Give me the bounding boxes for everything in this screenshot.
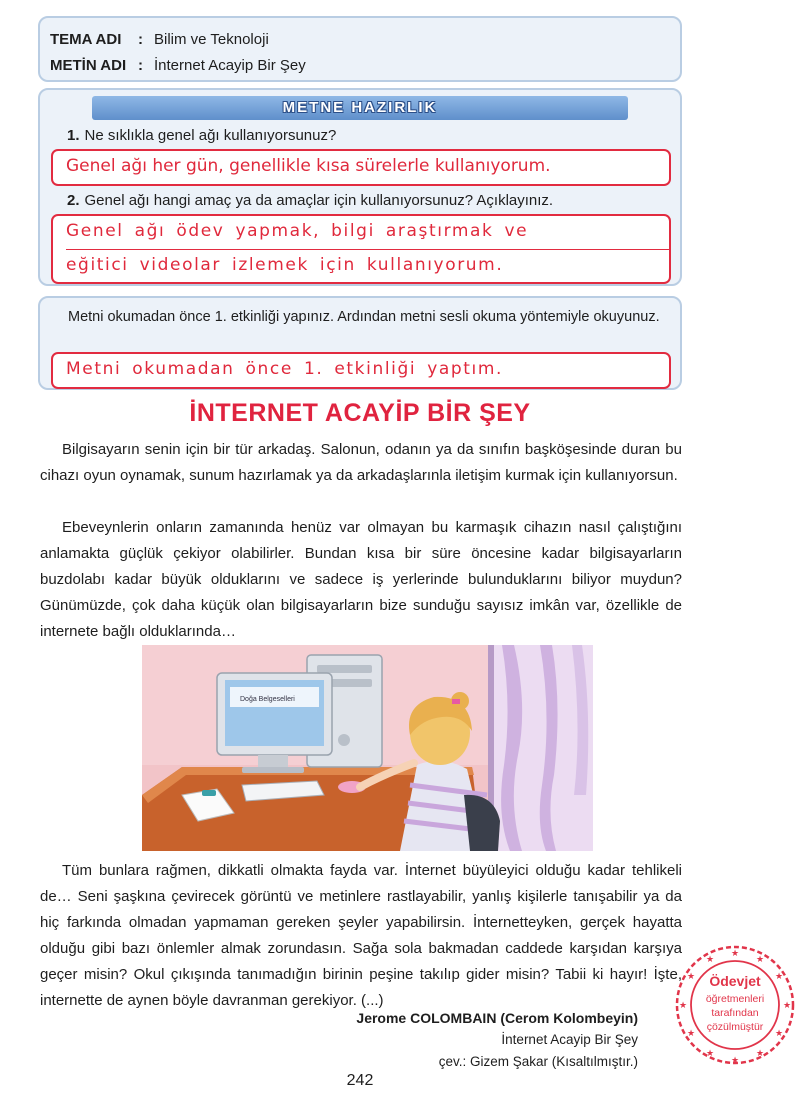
svg-text:★: ★ <box>686 972 696 982</box>
theme-separator: : <box>138 31 143 48</box>
question-1-number: 1. <box>67 127 80 144</box>
story-paragraph-1: Bilgisayarın senin için bir tür arkadaş. Salonun, odanın ya da sınıfın başköşesinde duran bu cihazı oyun oynamak, sunum hazırlamak ya da arkadaşlarınla iletişim kurmak için kullanıyorsun. <box>40 441 682 484</box>
answer-2-box[interactable] <box>51 214 671 284</box>
text-name-label: METİN ADI <box>50 57 127 74</box>
stamp-line-2: öğretmenleri <box>705 993 765 1005</box>
author-line: Jerome COLOMBAIN (Cerom Kolombeyin) <box>356 1010 638 1026</box>
question-2 <box>67 192 553 209</box>
theme-value: Bilim ve Teknoloji <box>154 31 269 48</box>
answer-2-line-2: eğitici videolar izlemek için kullanıyorum. <box>66 249 669 282</box>
question-2-number: 2. <box>67 192 80 209</box>
pre-reading-instruction: Metni okumadan önce 1. etkinliği yapınız. Ardından metni sesli okuma yöntemiyle okuyunuz. <box>68 309 660 325</box>
theme-row <box>50 27 680 53</box>
odevjet-stamp <box>673 944 797 1066</box>
question-2-text: Genel ağı hangi amaç ya da amaçlar için kullanıyorsunuz? Açıklayınız. <box>84 192 554 209</box>
work-title-line: İnternet Acayip Bir Şey <box>501 1032 638 1047</box>
stamp-line-4: çözülmüştür <box>706 1021 764 1033</box>
stamp-svg <box>673 944 797 1066</box>
pre-reading-box <box>38 296 682 390</box>
text-name-separator: : <box>138 57 143 74</box>
story-paragraph-2: Ebeveynlerin onların zamanında henüz var olmayan bu karmaşık cihazın nasıl çalıştığını anlamakta güçlük çekiyor olabilirler. Bundan kısa bir süre öncesine kadar bilgisayarların buzdolabı kadar büyük olduklarını ve sadece iş yerlerinde bulunduklarını biliyor muydun? Günümüzde, çok daha küçük olan bilgisayarların bize sunduğu sayısız imkân var, özellikle de internete bağlı olduklarında… <box>40 519 682 640</box>
answer-1-box[interactable] <box>51 149 671 186</box>
page-number: 242 <box>346 1072 374 1089</box>
preparation-box <box>38 88 682 286</box>
translator-line: çev.: Gizem Şakar (Kısaltılmıştır.) <box>438 1054 638 1069</box>
question-1-text: Ne sıklıkla genel ağı kullanıyorsunuz? <box>84 127 337 144</box>
svg-text:★: ★ <box>686 1029 696 1039</box>
story-title: İNTERNET ACAYİP BİR ŞEY <box>189 399 531 427</box>
pre-reading-answer-box[interactable] <box>51 352 671 389</box>
svg-text:★: ★ <box>730 949 740 959</box>
svg-text:★: ★ <box>755 955 765 965</box>
stamp-line-3: tarafından <box>711 1007 759 1019</box>
girl-at-computer-illustration <box>142 645 593 851</box>
svg-text:★: ★ <box>678 1001 688 1011</box>
text-name-row <box>50 53 680 79</box>
svg-text:★: ★ <box>782 1001 792 1011</box>
illustration-svg <box>142 645 593 851</box>
screen-title-text: Doğa Belgeselleri <box>240 696 295 703</box>
story-paragraph-3: Tüm bunlara rağmen, dikkatli olmakta fayda var. İnternet büyüleyici olduğu kadar tehlikeli de… Seni şaşkına çevirecek görüntü ve metinlere rastlayabilir, yanlış kişilerle tanışabilir ya da hiç farkında olmadan yapmaman gereken şeyler yapabilirsin. İnternetteyken, gerçek hayatta olduğu gibi bazı önlemler almak zorundasın. Sağa sola bakmadan caddede karşıdan karşıya geçer misin? Okul çıkışında tanımadığın birinin peşine takılıp gider misin? Tabii ki hayır! İşte, internette de aynen böyle davranman gerekiyor. (...) <box>40 862 682 1009</box>
text-name-value: İnternet Acayip Bir Şey <box>154 57 306 74</box>
pre-reading-answer: Metni okumadan önce 1. etkinliği yaptım. <box>66 359 504 379</box>
theme-info-box <box>38 16 682 82</box>
svg-text:★: ★ <box>774 1029 784 1039</box>
preparation-header: METNE HAZIRLIK <box>92 96 628 120</box>
svg-text:★: ★ <box>774 972 784 982</box>
svg-text:★: ★ <box>705 955 715 965</box>
svg-text:★: ★ <box>730 1056 740 1066</box>
question-1 <box>67 127 336 144</box>
svg-text:★: ★ <box>705 1049 715 1059</box>
answer-2-line-1: Genel ağı ödev yapmak, bilgi araştırmak ve <box>66 221 529 241</box>
stamp-line-1: Ödevjet <box>709 973 761 989</box>
theme-label: TEMA ADI <box>50 31 122 48</box>
answer-1-line: Genel ağı her gün, genellikle kısa sürelerle kullanıyorum. <box>66 156 551 176</box>
svg-text:★: ★ <box>755 1049 765 1059</box>
